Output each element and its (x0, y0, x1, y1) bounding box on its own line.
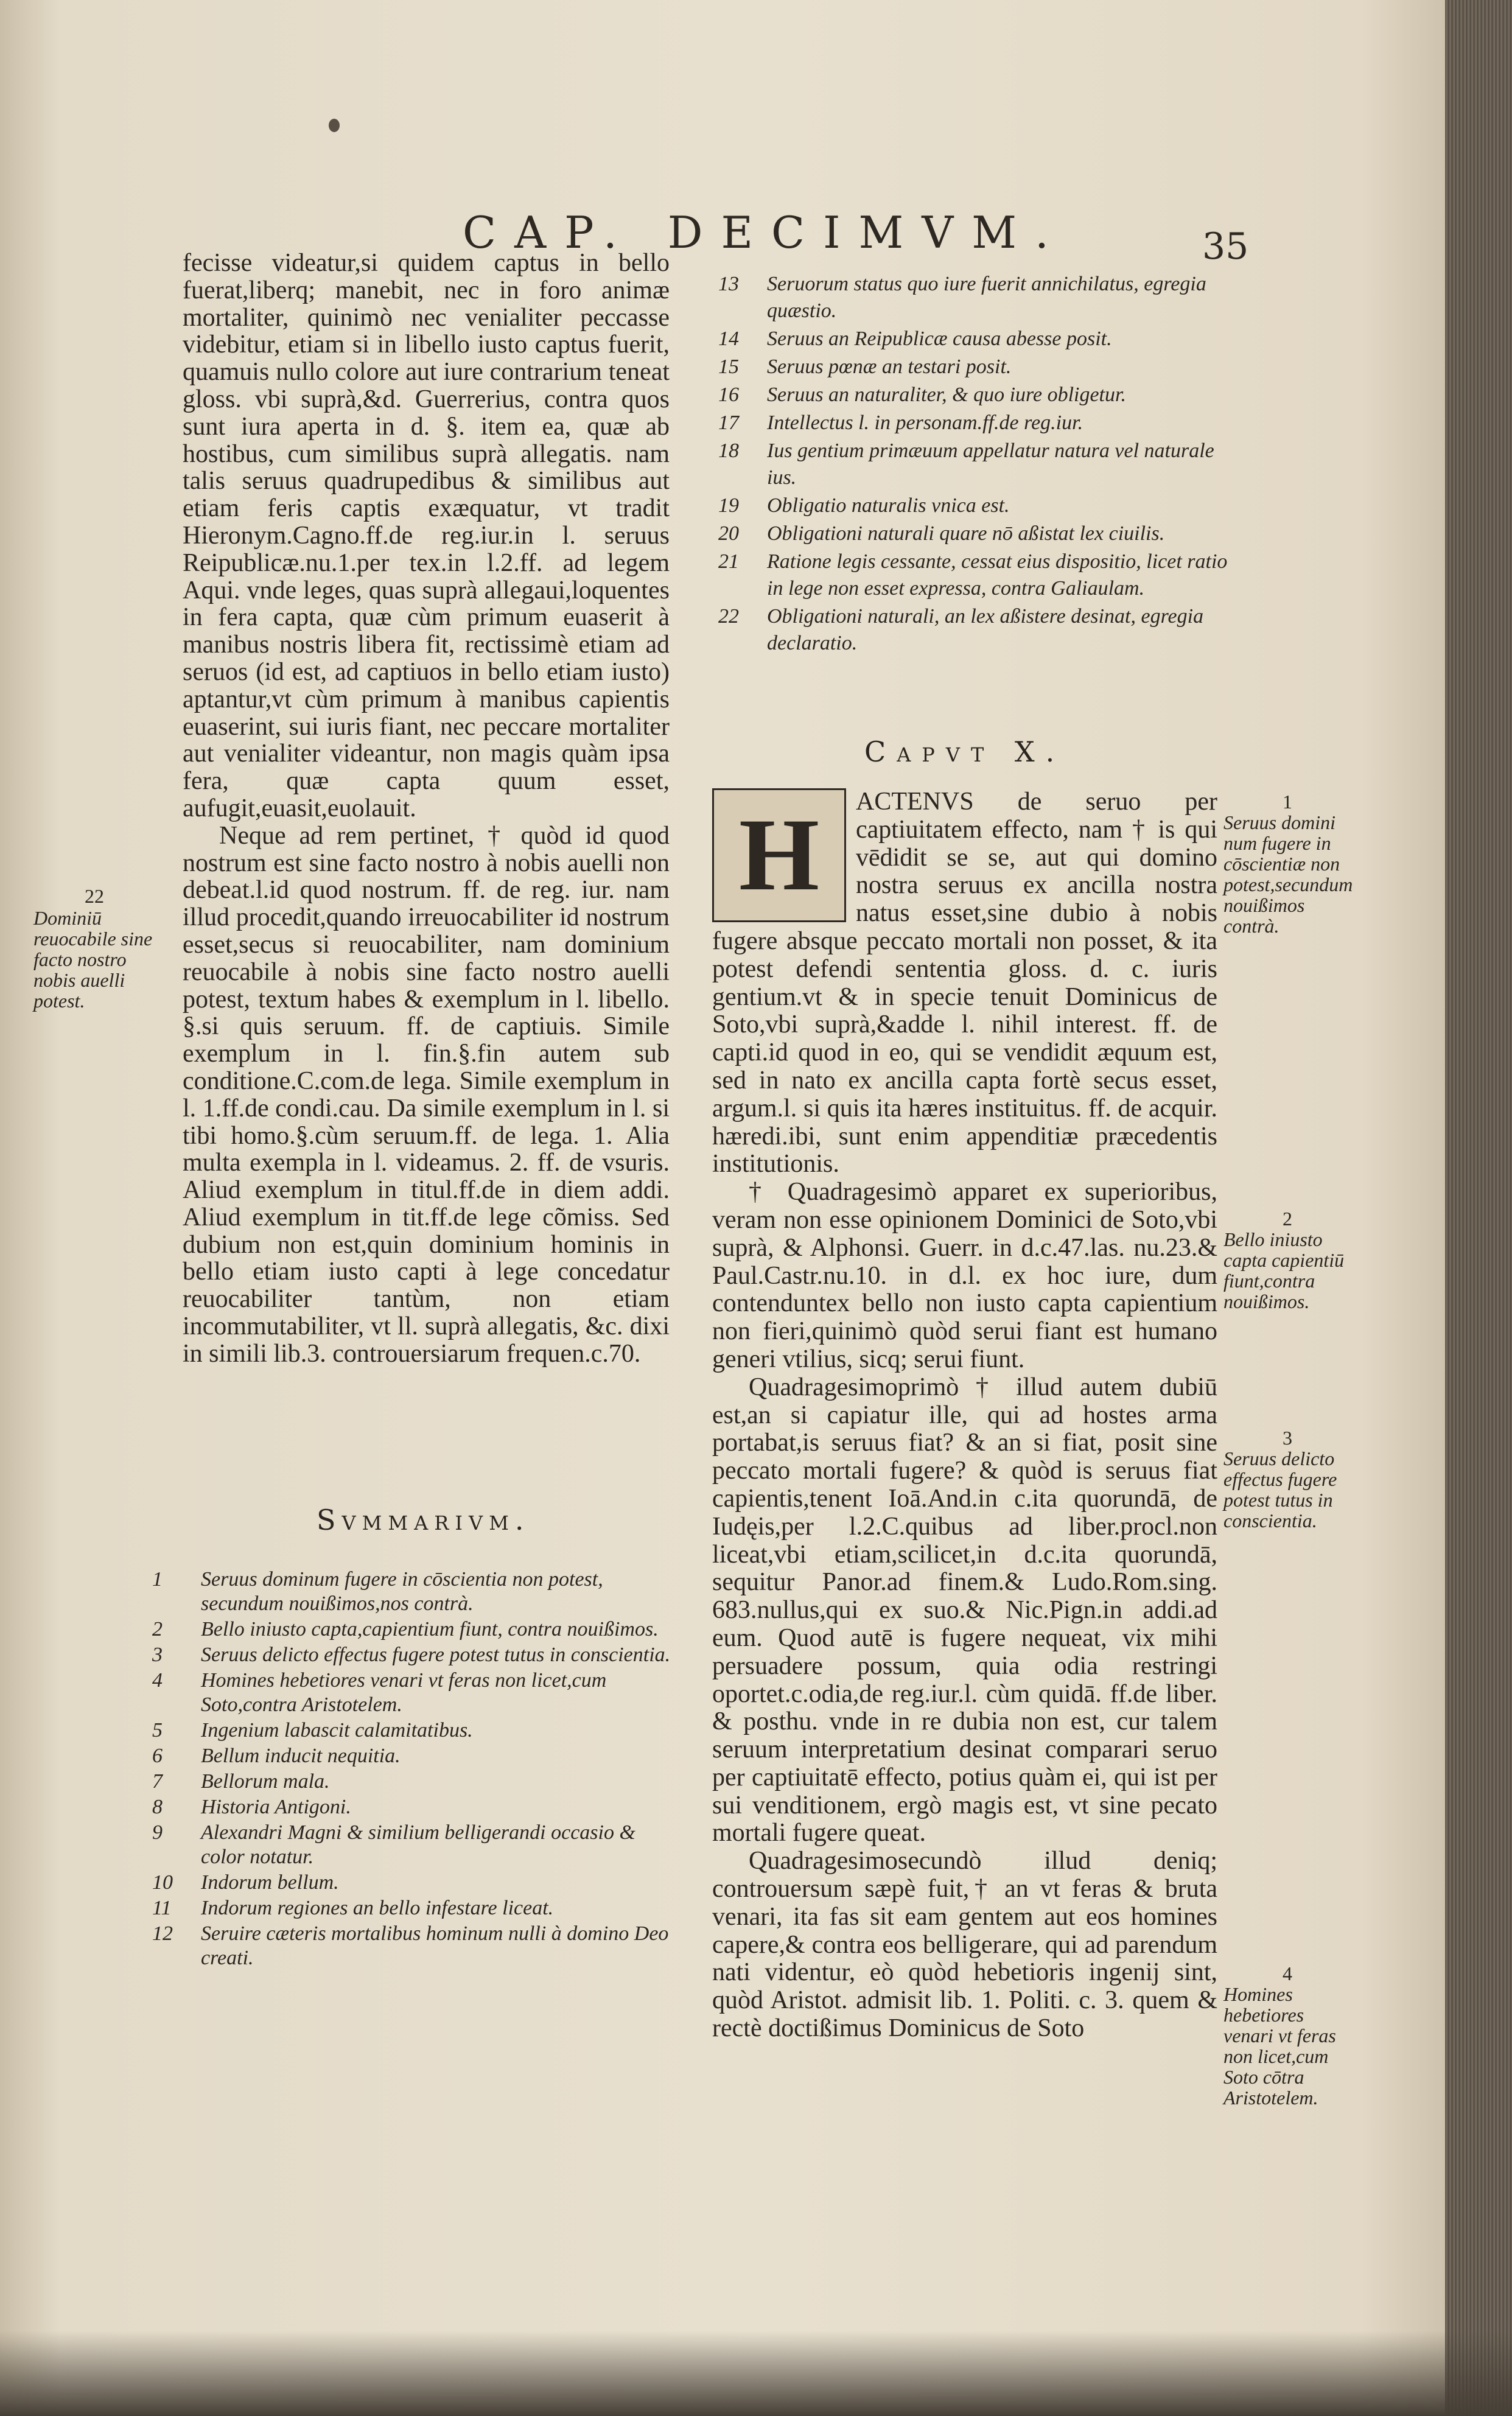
item-number: 13 (718, 273, 739, 295)
paragraph: † Quadragesimò apparet ex superioribus, veram non esse opinionem Dominici de Soto,vbi suprà, & Alphonsi. Guerr. in d.c.47.las. nu.23.& Paul.Castr.nu.10. in d.l. ex hoc iure, dum contenduntex bello non iusto capta capientium non fieri,quinimò quòd serui fiant est humano generi vtilius, sicq; serui fiunt. (712, 1178, 1217, 1373)
left-column (183, 250, 670, 1368)
list-item (718, 271, 1242, 324)
item-text: Seruire cæteris mortalibus hominum nulli à domino Deo creati. (201, 1922, 669, 1969)
right-margin-note (1223, 791, 1351, 936)
item-text: Seruorum status quo iure fuerit annichilatus, egregia quæstio. (767, 273, 1206, 322)
list-item (152, 1668, 676, 1717)
margin-note-text: Homines hebetiores venari vt feras non licet,cum Soto cōtra Aristotelem. (1223, 1983, 1336, 2109)
list-item (718, 548, 1242, 602)
item-text: Alexandri Magni & similium belligerandi occasio & color notatur. (201, 1821, 635, 1868)
item-number: 9 (152, 1821, 163, 1844)
item-text: Homines hebetiores venari vt feras non licet,cum Soto,contra Aristotelem. (201, 1669, 607, 1716)
list-item (152, 1770, 676, 1794)
item-text: Seruus delicto effectus fugere potest tutus in conscientia. (201, 1644, 671, 1666)
ink-smudge (329, 119, 340, 132)
list-item (718, 382, 1242, 408)
item-number: 12 (152, 1922, 173, 1945)
item-number: 16 (718, 383, 739, 406)
right-margin-note (1223, 1427, 1351, 1531)
item-text: Bellum inducit nequitia. (201, 1745, 401, 1767)
list-item (152, 1922, 676, 1970)
initial-letter: H (712, 788, 846, 922)
book-edge (1445, 0, 1512, 2416)
item-text: Seruus dominum fugere in cōscientia non potest, secundum nouißimos,nos contrà. (201, 1568, 603, 1615)
margin-note-text: Dominiū reuocabile sine facto nostro nobis auelli potest. (33, 907, 153, 1012)
margin-note-text: Seruus domini num fugere in cōscientiæ non potest,secundum nouißimos contrà. (1223, 811, 1353, 937)
item-text: Intellectus l. in personam.ff.de reg.iur. (767, 411, 1083, 434)
item-number: 8 (152, 1796, 163, 1818)
item-number: 21 (718, 550, 739, 573)
item-text: Seruus an Reipublicæ causa abesse posit. (767, 327, 1112, 350)
paragraph: fecisse videatur,si quidem captus in bello fuerat,liberq; manebit, nec in foro animæ mortaliter, quinimò nec venialiter peccasse videbitur, etiam si in libello iusto captus fuerit, quamuis nullo colore aut iure contrarium teneat gloss. vbi suprà,&d. Guerrerius, contra quos sunt iura aperta in d. §. item ea, quæ ab hostibus, cum similibus suprà allegatis. nam talis seruus quadrupedibus & similibus aut etiam feris captis exæquatur, vt tradit Hieronym.Cagno.ff.de reg.iur.in l. seruus Reipublicæ.nu.1.per tex.in l.2.ff. ad legem Aqui. vnde leges, quas suprà allegaui,loquentes in fera capta, quæ cùm primum euaserit à manibus nostris libera fit, rectissimè etiam ad seruos (id est, ad captiuos in bello etiam iusto) aptantur,vt cùm primum à manibus capientis euaserint, sui iuris fiant, nec peccare mortaliter aut venialiter videantur, non magis quàm ipsa fera, quæ capta quum esset, aufugit,euasit,euolauit. (183, 249, 670, 822)
item-text: Obligationi naturali quare nō aßistat lex ciuilis. (767, 522, 1165, 545)
list-item (718, 438, 1242, 491)
item-number: 20 (718, 522, 739, 545)
left-margin-note (33, 886, 155, 1011)
summary-title: Svmmarivm. (317, 1504, 530, 1536)
list-item (152, 1821, 676, 1869)
list-item (152, 1896, 676, 1921)
running-header: CAP. DECIMVM. (463, 207, 1067, 258)
margin-note-text: Seruus delicto effectus fugere potest tutus in conscientia. (1223, 1448, 1337, 1532)
item-text: Obligatio naturalis vnica est. (767, 494, 1010, 517)
list-item (718, 326, 1242, 352)
paragraph (712, 788, 1217, 1178)
book-shadow (0, 2331, 1512, 2416)
margin-note-text: Bello iniusto capta capientiū fiunt,contra nouißimos. (1223, 1228, 1345, 1312)
list-item (718, 410, 1242, 436)
list-item (152, 1643, 676, 1667)
item-text: Ius gentium primæuum appellatur natura vel naturale ius. (767, 439, 1214, 489)
right-margin-note (1223, 1208, 1351, 1312)
item-number: 22 (718, 605, 739, 628)
item-text: Obligationi naturali, an lex aßistere desinat, egregia declaratio. (767, 605, 1204, 654)
margin-note-number: 1 (1283, 791, 1292, 813)
item-number: 4 (152, 1669, 163, 1692)
item-number: 19 (718, 494, 739, 517)
list-item (152, 1795, 676, 1819)
list-item (152, 1617, 676, 1642)
item-text: Bello iniusto capta,capientium fiunt, contra nouißimos. (201, 1618, 659, 1640)
list-item (718, 354, 1242, 380)
margin-note-number: 3 (1283, 1427, 1292, 1449)
right-column (712, 788, 1217, 2043)
summary-list (152, 1567, 676, 1972)
list-item (718, 603, 1242, 657)
list-item (152, 1744, 676, 1768)
margin-note-number: 22 (85, 885, 104, 907)
item-number: 7 (152, 1770, 163, 1793)
item-number: 18 (718, 439, 739, 462)
paragraph: Quadragesimosecundò illud deniq; controuersum sæpè fuit,† an vt feras & bruta venari, ita fas sit eam gentem aut eos homines capere,& contra eos belligerare, qui ad parendum nati videntur, eò quòd hebetioris ingenij sint, quòd Aristot. admisit lib. 1. Politi. c. 3. quem & rectè doctißimus Dominicus de Soto (712, 1847, 1217, 2043)
item-number: 11 (152, 1897, 172, 1919)
item-text: Ingenium labascit calamitatibus. (201, 1719, 473, 1742)
list-item (152, 1567, 676, 1616)
list-item (152, 1871, 676, 1895)
list-item (718, 520, 1242, 547)
item-text: Indorum regiones an bello infestare liceat. (201, 1897, 554, 1919)
right-margin-note (1223, 1963, 1351, 2108)
chapter-title: Capvt X. (864, 735, 1066, 768)
item-text: Historia Antigoni. (201, 1796, 351, 1818)
item-number: 15 (718, 355, 739, 378)
item-text: Ratione legis cessante, cessat eius dispositio, licet ratio in lege non esset expressa, contra Galiaulam. (767, 550, 1228, 600)
paragraph-text: ACTENVS de seruo per captiuitatem effecto, nam † is qui vēdidit se se, aut qui domino nostra seruus ex ancilla nostra natus esset,sine dubio à nobis fugere absque peccato mortali non posset, & ita potest defendi sententia gloss. d. c. iuris gentium.vt & in specie tenuit Dominicus de Soto,vbi suprà,&adde l. nihil interest. ff. de capti.id quod in eo, qui se vendidit æquum est, sed in nato ex ancilla capta fortè secus esset, argum.l. si quis ita hæres instituitus. ff. de acquir. hæredi.ibi, sunt enim appenditiæ præcedentis institutionis. (712, 788, 1217, 1178)
list-item (152, 1718, 676, 1743)
item-text: Seruus an naturaliter, & quo iure obligetur. (767, 383, 1126, 406)
paragraph: Quadragesimoprimò † illud autem dubiū est,an si capiatur ille, qui ad hostes arma portabat,is seruus fiat? & an si fiat, posit sine peccato mortali fugere? & quòd is seruus fiat capientis,tenent Ioā.And.in c.ita quorundā, de Iudęis,per l.2.C.quibus ad liber.procl.non liceat,vbi etiam,scilicet,in d.c.ita quorundā, sequitur Panor.ad finem.& Ludo.Rom.sing. 683.nullus,qui ex suo.& Nic.Pign.in addi.ad eum. Quod autē is fugere nequeat, vix mihi persuadere possum, quia odia restringi oportet.c.odia,de reg.iur.l. cùm quidā. ff.de liber. & posthu. vnde in re dubia non est, cur talem seruum interpretatium desinat comparari seruo per captiuitatē effecto, potius quàm ei, qui ist per sui venditionem, ergò magis est, vt sine pecato mortali fugere queat. (712, 1373, 1217, 1847)
margin-note-number: 2 (1283, 1208, 1292, 1230)
paragraph: Neque ad rem pertinet, † quòd id quod nostrum est sine facto nostro à nobis auelli non debeat.l.id quod nostrum. ff. de reg. iur. nam illud procedit,quando irreuocabiliter id nostrum esset,secus si reuocabiliter, nam dominium reuocabile à nobis sine facto nostro auelli potest, textum habes & exemplum in l. libello. §.si quis seruum. ff. de captiuis. Simile exemplum in l. fin.§.fin autem sub conditione.C.com.de lega. Simile exemplum in l. 1.ff.de condi.cau. Da simile exemplum in l. si tibi homo.§.cùm seruum.ff. de lega. 1. Alia multa exempla in l. videamus. 2. ff. de vsuris. Aliud exemplum in titul.ff.de in diem addi. Aliud exemplum in tit.ff.de lege cõmiss. Sed dubium non est,quin dominium hominis in bello etiam iusto capti à lege concedatur reuocabiliter tantùm, non etiam incommutabiliter, vt ll. suprà allegatis, &c. dixi in simili lib.3. controuersiarum frequen.c.70. (183, 821, 670, 1368)
item-number: 17 (718, 411, 739, 434)
item-text: Seruus pœnæ an testari posit. (767, 355, 1012, 378)
margin-note-number: 4 (1283, 1963, 1292, 1984)
top-summary-list (718, 271, 1242, 658)
item-number: 5 (152, 1719, 163, 1742)
item-text: Indorum bellum. (201, 1871, 339, 1894)
item-number: 3 (152, 1644, 163, 1666)
item-text: Bellorum mala. (201, 1770, 330, 1793)
list-item (718, 492, 1242, 519)
page-number: 35 (1202, 225, 1249, 268)
item-number: 1 (152, 1568, 163, 1591)
item-number: 14 (718, 327, 739, 350)
item-number: 2 (152, 1618, 163, 1640)
item-number: 10 (152, 1871, 173, 1894)
item-number: 6 (152, 1745, 163, 1767)
